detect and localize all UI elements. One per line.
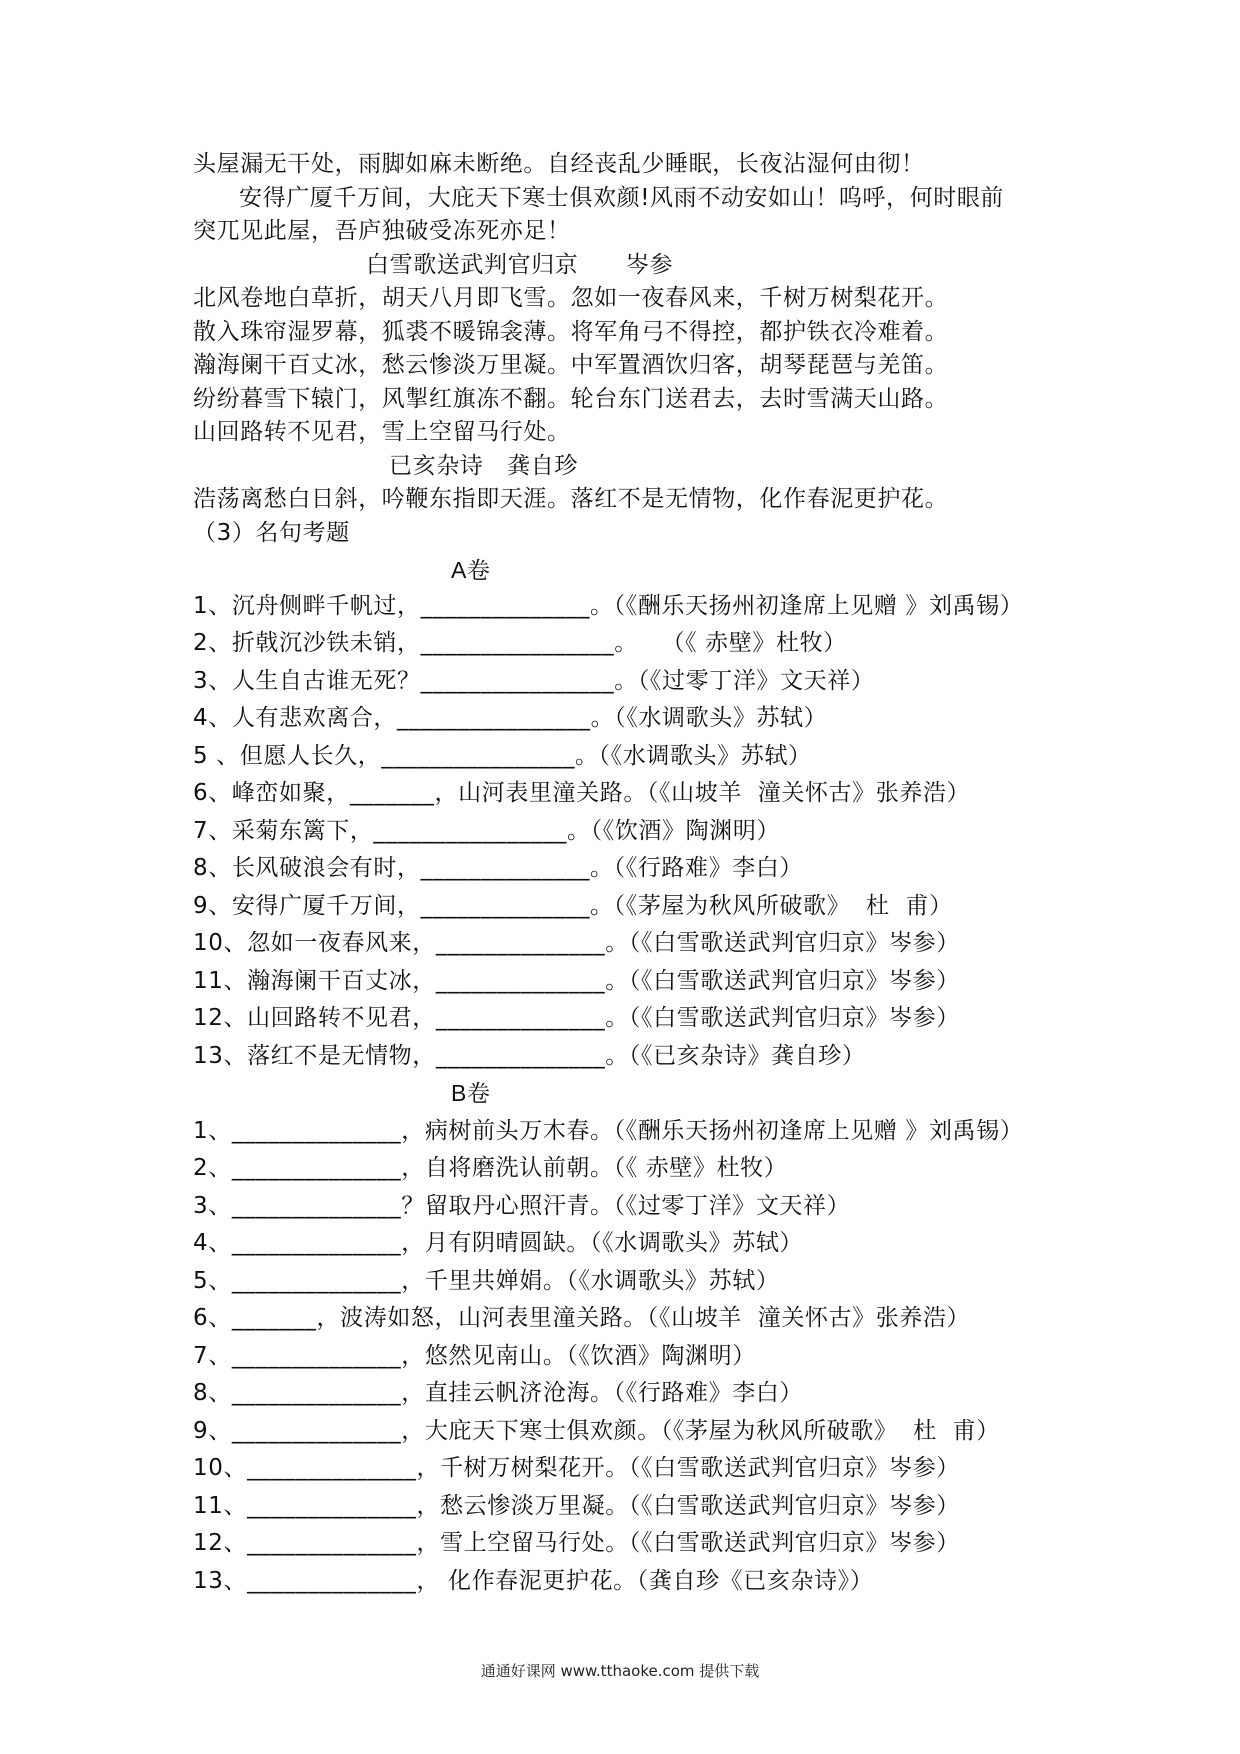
question-item: 10、忽如一夜春风来，______________。（《白雪歌送武判官归京》岑参） xyxy=(193,930,960,956)
volume-b-heading: B卷 xyxy=(451,1080,491,1106)
poem-title: 白雪歌送武判官归京 岑参 xyxy=(366,251,674,278)
page-footer: 通通好课网 www.tthaoke.com 提供下载 xyxy=(480,1662,760,1680)
question-item: 6、_______，波涛如怒，山河表里潼关路。（《山坡羊 潼关怀古》张养浩） xyxy=(193,1305,971,1331)
question-item: 8、长风破浪会有时，______________。（《行路难》李白） xyxy=(193,855,804,881)
question-item: 5 、但愿人长久，________________。（《水调歌头》苏轼） xyxy=(193,742,812,769)
question-item: 10、______________，千树万树梨花开。（《白雪歌送武判官归京》岑参） xyxy=(193,1455,960,1481)
question-item: 2、折戟沉沙铁未销，________________。 （《 赤壁》杜牧） xyxy=(193,630,847,656)
question-item: 7、______________，悠然见南山。（《饮酒》陶渊明） xyxy=(193,1342,756,1369)
question-item: 13、落红不是无情物，______________。（《已亥杂诗》龚自珍） xyxy=(193,1042,866,1069)
section-heading: （3）名句考题 xyxy=(193,519,350,546)
question-item: 6、峰峦如聚，_______，山河表里潼关路。（《山坡羊 潼关怀古》张养浩） xyxy=(193,780,971,806)
intro-line: 安得广厦千万间，大庇天下寒士俱欢颜!风雨不动安如山！呜呼，何时眼前 xyxy=(239,184,1005,211)
question-item: 3、______________？留取丹心照汗青。（《过零丁洋》文天祥） xyxy=(193,1192,851,1219)
volume-a-heading: A卷 xyxy=(451,557,491,583)
question-item: 4、人有悲欢离合，________________。（《水调歌头》苏轼） xyxy=(193,705,828,731)
content-block xyxy=(193,148,1073,1600)
intro-line: 头屋漏无干处，雨脚如麻未断绝。自经丧乱少睡眠，长夜沾湿何由彻！ xyxy=(193,151,925,177)
question-item: 12、山回路转不见君，______________。（《白雪歌送武判官归京》岑参） xyxy=(193,1005,960,1031)
intro-line: 突兀见此屋，吾庐独破受冻死亦足！ xyxy=(193,218,571,244)
poem-line: 北风卷地白草折，胡天八月即飞雪。忽如一夜春风来，千树万树梨花开。 xyxy=(193,285,949,311)
question-item: 9、______________，大庇天下寒士俱欢颜。（《茅屋为秋风所破歌》 杜 甫） xyxy=(193,1417,1000,1444)
question-item: 1、______________，病树前头万木春。（《酬乐天扬州初逢席上见赠 》刘禹锡） xyxy=(193,1117,1024,1144)
question-item: 11、瀚海阑干百丈冰，______________。（《白雪歌送武判官归京》岑参） xyxy=(193,967,960,994)
question-item: 8、______________，直挂云帆济沧海。（《行路难》李白） xyxy=(193,1380,804,1406)
poem-line: 散入珠帘湿罗幕，狐裘不暖锦衾薄。将军角弓不得控，都护铁衣冷难着。 xyxy=(193,318,949,345)
question-item: 3、人生自古谁无死？________________。（《过零丁洋》文天祥） xyxy=(193,667,875,694)
poem-title: 已亥杂诗 龚自珍 xyxy=(389,452,578,479)
poem-line: 浩荡离愁白日斜，吟鞭东指即天涯。落红不是无情物，化作春泥更护花。 xyxy=(193,486,949,512)
poem-line: 山回路转不见君，雪上空留马行处。 xyxy=(193,419,571,445)
question-item: 12、______________，雪上空留马行处。（《白雪歌送武判官归京》岑参） xyxy=(193,1530,960,1556)
question-item: 7、采菊东篱下，________________。（《饮酒》陶渊明） xyxy=(193,817,781,844)
question-item: 11、______________，愁云惨淡万里凝。（《白雪歌送武判官归京》岑参） xyxy=(193,1492,960,1519)
question-item: 4、______________，月有阴晴圆缺。（《水调歌头》苏轼） xyxy=(193,1230,804,1256)
poem-line: 瀚海阑干百丈冰，愁云惨淡万里凝。中军置酒饮归客，胡琴琵琶与羌笛。 xyxy=(193,352,949,378)
question-item: 13、______________， 化作春泥更护花。（龚自珍《已亥杂诗》） xyxy=(193,1567,874,1594)
question-item: 2、______________，自将磨洗认前朝。（《 赤壁》杜牧） xyxy=(193,1155,788,1181)
question-item: 9、安得广厦千万间，______________。（《茅屋为秋风所破歌》 杜 甫） xyxy=(193,892,953,919)
poem-line: 纷纷暮雪下辕门，风掣红旗冻不翻。轮台东门送君去，去时雪满天山路。 xyxy=(193,385,949,412)
question-item: 5、______________，千里共婵娟。（《水调歌头》苏轼） xyxy=(193,1267,780,1294)
question-item: 1、沉舟侧畔千帆过，______________。（《酬乐天扬州初逢席上见赠 》刘禹锡） xyxy=(193,592,1024,619)
